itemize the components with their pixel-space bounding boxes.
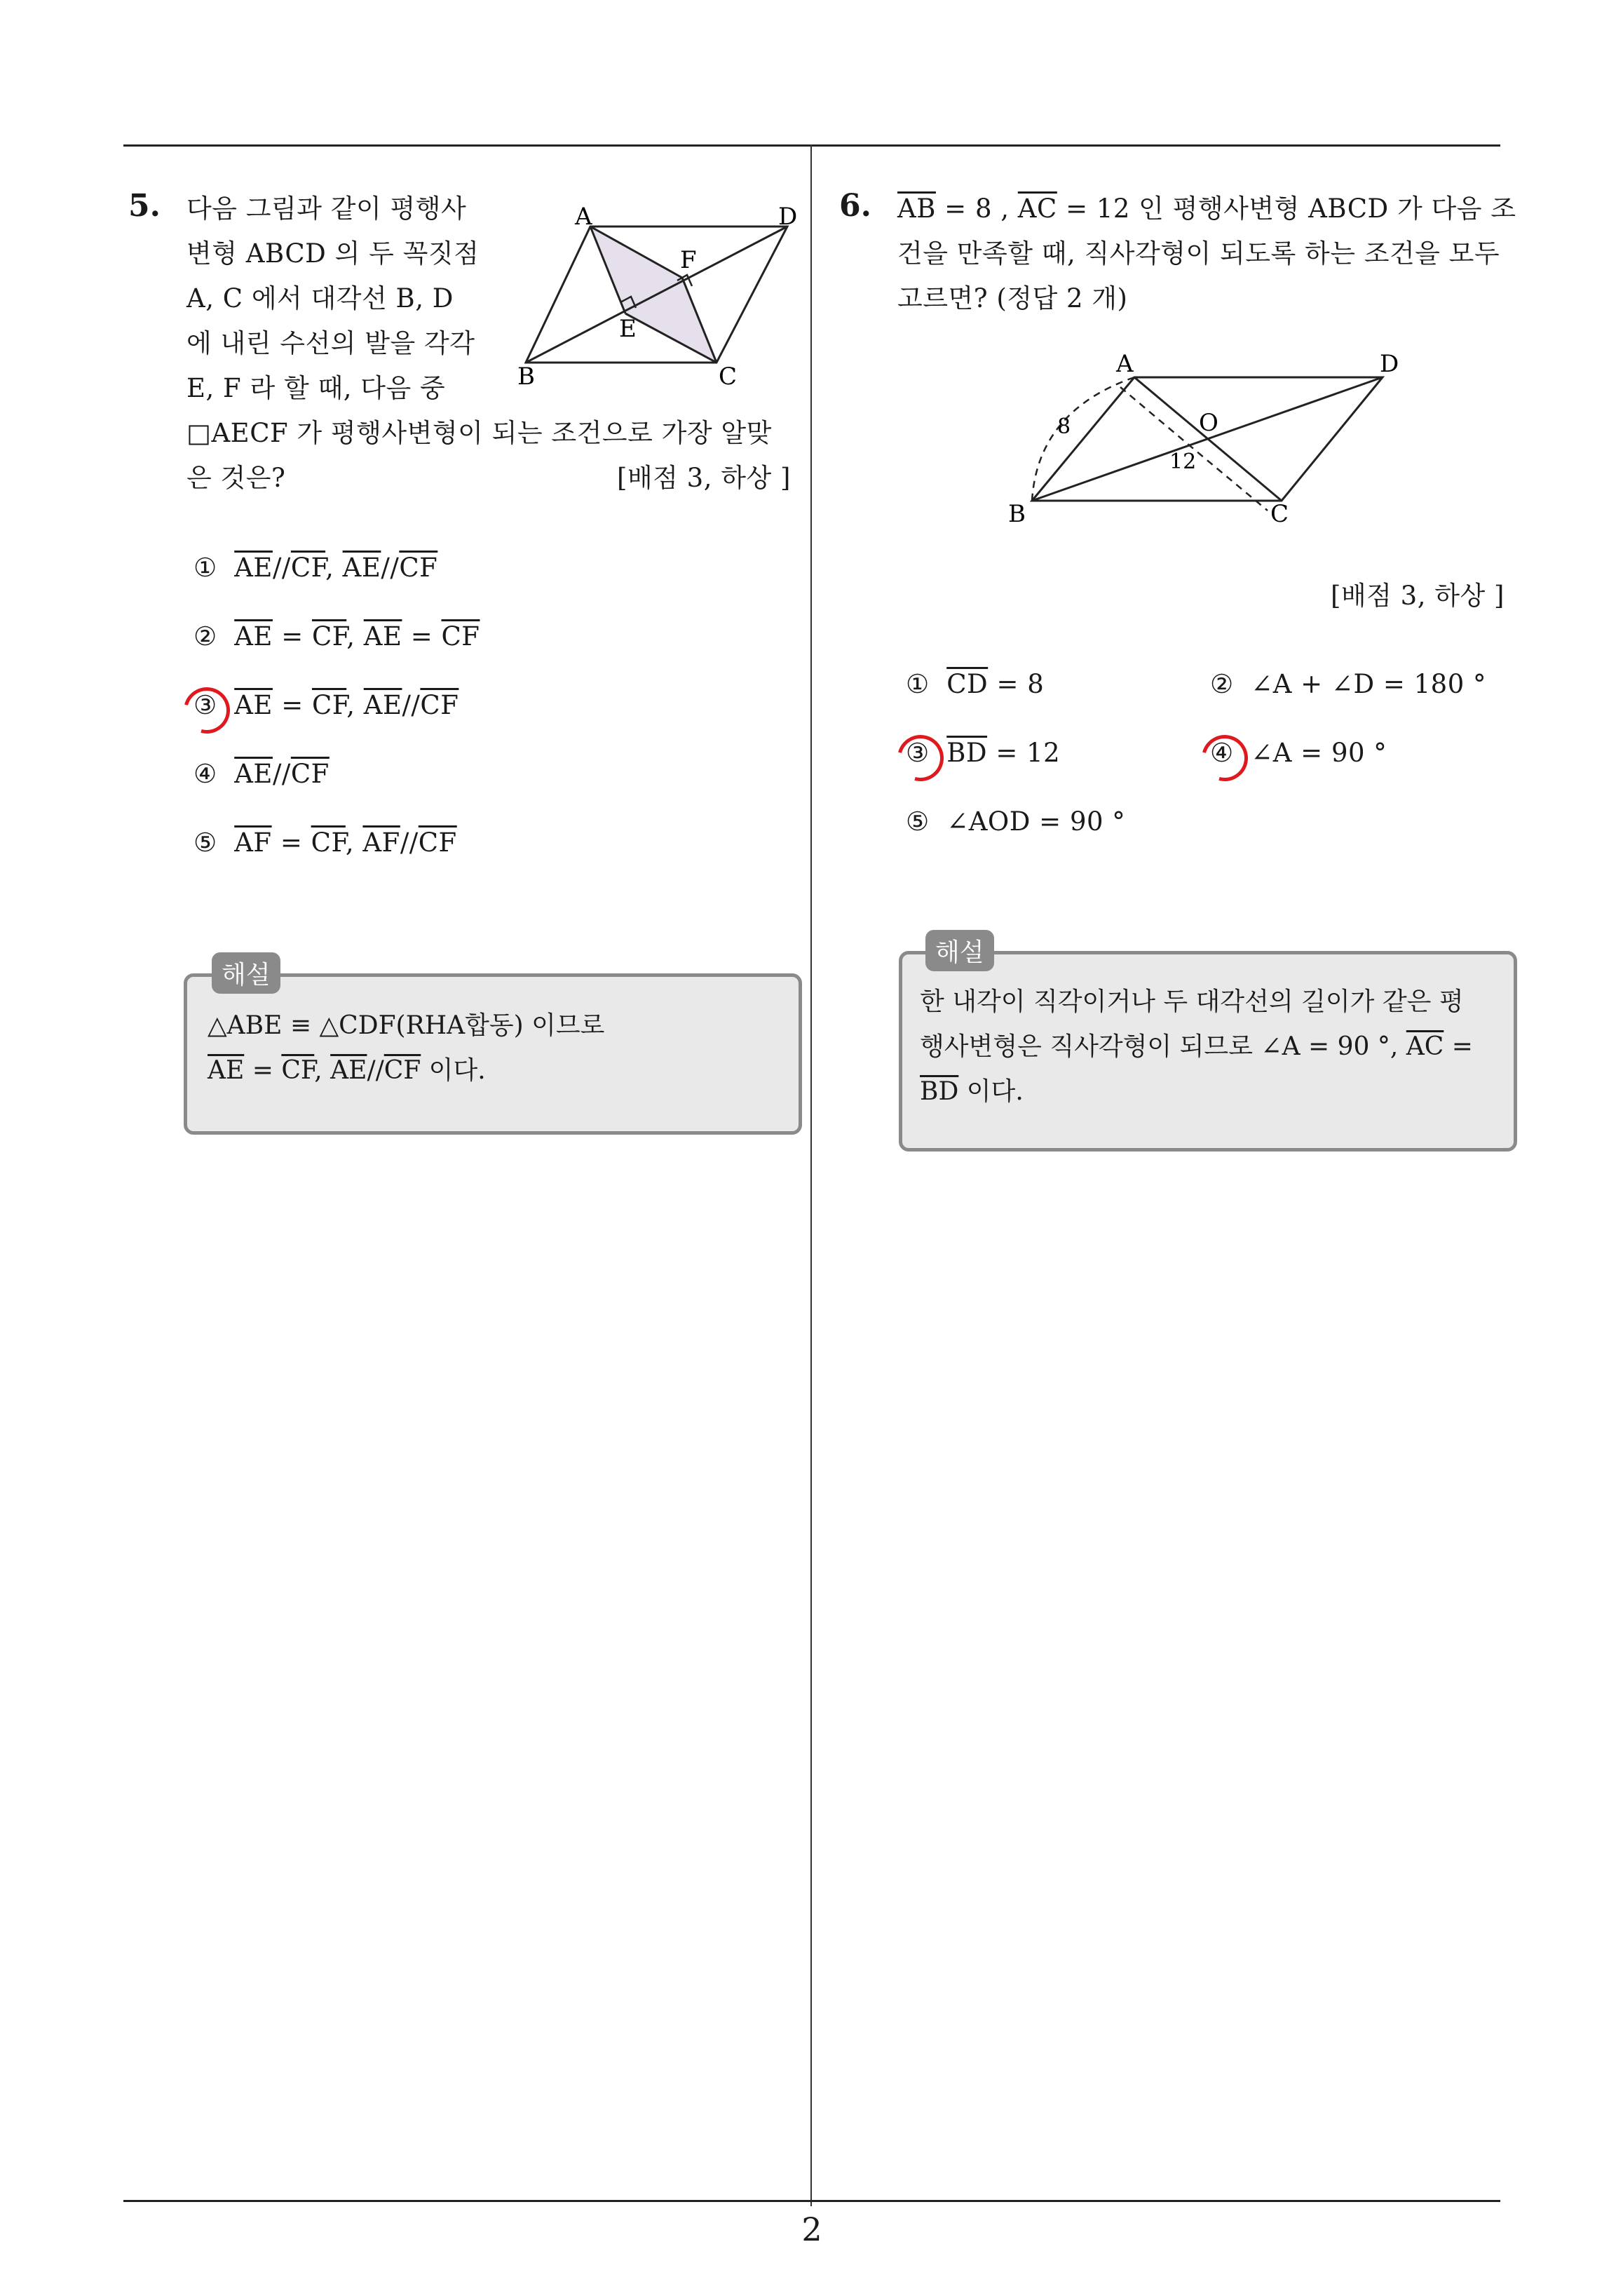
q6-text-line-2: 건을 만족할 때, 직사각형이 되도록 하는 조건을 모두 bbox=[897, 238, 1500, 269]
segment: $\overline{AE}$ bbox=[330, 1056, 367, 1085]
segment: $\overline{AB}$ bbox=[897, 194, 936, 224]
top-rule bbox=[123, 144, 1500, 147]
q6-label-c: C bbox=[1270, 500, 1289, 528]
question-6-number: 6. bbox=[839, 188, 871, 224]
choice-text: ∠A = 90 ° bbox=[1251, 738, 1387, 768]
relation: // bbox=[272, 553, 291, 583]
segment: $\overline{CF}$ bbox=[311, 621, 347, 651]
segment: $\overline{CF}$ bbox=[290, 759, 330, 789]
choice-number: ③ bbox=[906, 738, 930, 768]
choice-text: = 12 bbox=[987, 738, 1061, 768]
segment: $\overline{AE}$ bbox=[363, 621, 402, 651]
answer-tail: 이다. bbox=[421, 1056, 486, 1085]
segment: $\overline{AF}$ bbox=[234, 828, 272, 858]
choice-number: ② bbox=[1210, 669, 1234, 699]
q6-text-line-1 bbox=[897, 187, 1516, 231]
q5-label-f: F bbox=[680, 246, 697, 274]
q5-shaded-aecf bbox=[590, 227, 717, 363]
q6-answer-line-2 bbox=[920, 1025, 1473, 1069]
relation: = bbox=[271, 828, 311, 858]
q5-parallelogram-figure bbox=[505, 196, 813, 393]
q5-text-line-4: 에 내린 수선의 발을 각각 bbox=[186, 328, 475, 358]
choice-text: = 8 bbox=[988, 669, 1045, 699]
segment: $\overline{AE}$ bbox=[342, 553, 381, 583]
value: = 8 , bbox=[935, 194, 1018, 224]
q5-text-line-5: E, F 라 할 때, 다음 중 bbox=[186, 373, 446, 403]
segment: $\overline{CF}$ bbox=[383, 1056, 421, 1085]
q6-answer-line-3 bbox=[920, 1070, 1024, 1114]
q6-label-a: A bbox=[1116, 350, 1134, 378]
choice-text: ∠AOD = 90 ° bbox=[946, 806, 1126, 837]
choice-number: ② bbox=[193, 621, 217, 651]
q5-choice-3[interactable] bbox=[193, 683, 459, 728]
q6-answer-tag: 해설 bbox=[925, 930, 994, 971]
q5-text-line-7: 은 것은? bbox=[186, 463, 286, 493]
q5-answer-line-2 bbox=[208, 1049, 486, 1093]
segment: $\overline{AC}$ bbox=[1017, 194, 1057, 224]
segment: $\overline{CF}$ bbox=[420, 690, 459, 720]
q6-label-o: O bbox=[1199, 409, 1218, 437]
q6-parallelogram-figure bbox=[996, 341, 1430, 537]
page-number: 2 bbox=[801, 2210, 822, 2248]
answer-tail: = bbox=[1444, 1032, 1473, 1061]
choice-text: ∠A + ∠D = 180 ° bbox=[1251, 669, 1487, 699]
segment: $\overline{AE}$ bbox=[363, 690, 402, 720]
answer-tail: 이다. bbox=[958, 1077, 1024, 1106]
q5-text-line-6: □AECF 가 평행사변형이 되는 조건으로 가장 알맞 bbox=[186, 418, 772, 448]
q5-diagonal-bd bbox=[526, 227, 787, 363]
q6-choice-1[interactable] bbox=[906, 662, 1044, 707]
q5-answer-line-1: △ABE ≡ △CDF(RHA합동) 이므로 bbox=[208, 1011, 605, 1040]
q6-choice-5[interactable] bbox=[906, 799, 1125, 844]
segment: $\overline{BD}$ bbox=[946, 738, 988, 768]
separator: , bbox=[314, 1056, 331, 1085]
segment: $\overline{AC}$ bbox=[1406, 1032, 1444, 1061]
question-5-number: 5. bbox=[128, 188, 161, 224]
q6-choice-3[interactable] bbox=[906, 731, 1060, 776]
q5-choice-5[interactable] bbox=[193, 821, 457, 865]
separator: , bbox=[345, 828, 363, 858]
answer-text: 행사변형은 직사각형이 되므로 ∠A = 90 °, bbox=[920, 1032, 1406, 1061]
segment: $\overline{AE}$ bbox=[234, 553, 273, 583]
segment: $\overline{BD}$ bbox=[920, 1077, 959, 1106]
choice-number: ④ bbox=[1210, 738, 1234, 768]
relation: = bbox=[402, 621, 442, 651]
q6-dashed-arc-ac bbox=[1120, 387, 1268, 511]
relation: // bbox=[400, 828, 419, 858]
segment: $\overline{CF}$ bbox=[441, 621, 480, 651]
separator: , bbox=[346, 690, 364, 720]
q5-answer-tag: 해설 bbox=[212, 952, 280, 994]
q6-label-ac-length: 12 bbox=[1169, 450, 1197, 474]
choice-number: ⑤ bbox=[193, 828, 217, 858]
q6-score: [배점 3, 하상 ] bbox=[1331, 581, 1505, 611]
segment: $\overline{CF}$ bbox=[399, 553, 438, 583]
q6-label-d: D bbox=[1380, 350, 1399, 378]
q6-choice-4[interactable] bbox=[1210, 731, 1387, 776]
segment: $\overline{AE}$ bbox=[208, 1056, 245, 1085]
segment: $\overline{AF}$ bbox=[362, 828, 400, 858]
q5-choice-1[interactable] bbox=[193, 546, 437, 590]
relation: // bbox=[402, 690, 421, 720]
q5-label-d: D bbox=[778, 203, 798, 231]
q6-answer-line-1: 한 내각이 직각이거나 두 대각선의 길이가 같은 평 bbox=[920, 987, 1464, 1016]
q5-label-b: B bbox=[517, 363, 535, 391]
segment: $\overline{CF}$ bbox=[418, 828, 457, 858]
relation: = bbox=[272, 690, 312, 720]
q6-diagonal-bd bbox=[1032, 377, 1383, 501]
relation: // bbox=[272, 759, 291, 789]
choice-number: ① bbox=[906, 669, 930, 699]
q5-choice-4[interactable] bbox=[193, 752, 330, 797]
q6-label-b: B bbox=[1008, 500, 1026, 528]
segment: $\overline{CF}$ bbox=[290, 553, 326, 583]
text: = 12 인 평행사변형 ABCD 가 다음 조 bbox=[1057, 194, 1516, 224]
choice-number: ① bbox=[193, 553, 217, 583]
choice-number: ③ bbox=[193, 690, 217, 720]
segment: $\overline{AE}$ bbox=[234, 690, 273, 720]
relation: = bbox=[272, 621, 312, 651]
separator: , bbox=[346, 621, 364, 651]
relation: = bbox=[244, 1056, 282, 1085]
q5-text-line-2: 변형 ABCD 의 두 꼭짓점 bbox=[186, 238, 480, 269]
separator: , bbox=[325, 553, 343, 583]
segment: $\overline{AE}$ bbox=[234, 621, 273, 651]
bottom-rule bbox=[123, 2200, 1500, 2202]
q5-text-line-3: A, C 에서 대각선 B, D bbox=[186, 283, 454, 313]
column-divider bbox=[810, 144, 812, 2206]
choice-number: ⑤ bbox=[906, 806, 930, 837]
segment: $\overline{CF}$ bbox=[281, 1056, 315, 1085]
relation: // bbox=[381, 553, 400, 583]
q6-label-ab-length: 8 bbox=[1057, 414, 1071, 439]
relation: // bbox=[367, 1056, 384, 1085]
segment: $\overline{CF}$ bbox=[311, 828, 346, 858]
segment: $\overline{CF}$ bbox=[311, 690, 347, 720]
q5-label-c: C bbox=[719, 363, 738, 391]
segment: $\overline{AE}$ bbox=[234, 759, 273, 789]
choice-number: ④ bbox=[193, 759, 217, 789]
q6-text-line-3: 고르면? (정답 2 개) bbox=[897, 283, 1128, 313]
segment: $\overline{CD}$ bbox=[946, 669, 989, 699]
q5-text-line-1: 다음 그림과 같이 평행사 bbox=[186, 194, 467, 224]
q5-choice-2[interactable] bbox=[193, 614, 480, 659]
q5-label-a: A bbox=[575, 203, 592, 231]
q6-choice-2[interactable] bbox=[1210, 662, 1486, 707]
q5-label-e: E bbox=[619, 315, 637, 343]
q5-score: [배점 3, 하상 ] bbox=[617, 463, 791, 493]
